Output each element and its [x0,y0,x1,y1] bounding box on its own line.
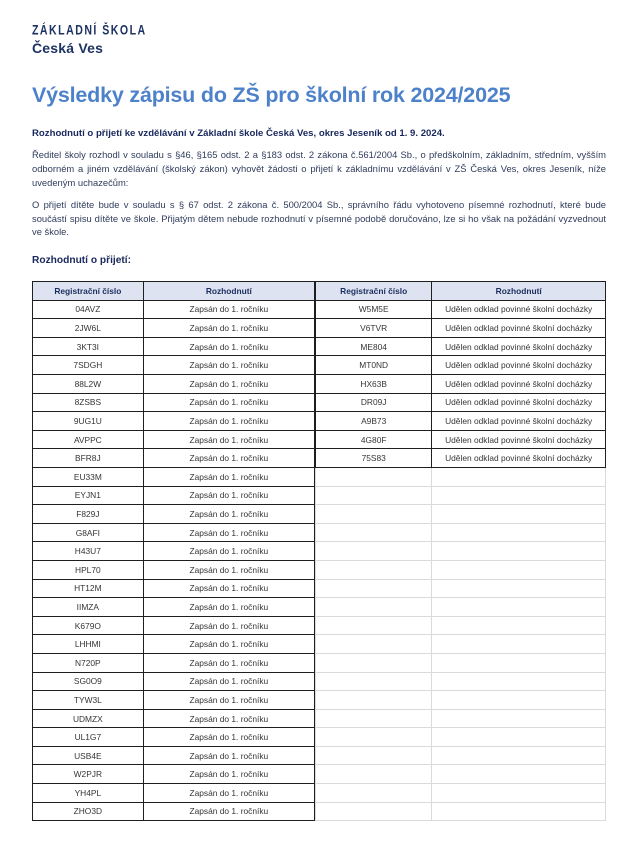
registration-number-cell: K679O [33,616,144,635]
table-row [33,728,315,747]
decision-cell [432,486,606,505]
decision-cell [432,616,606,635]
decision-cell: Zapsán do 1. ročníku [143,598,314,617]
table-row [33,672,315,691]
table-row [316,746,606,765]
table-row [316,672,606,691]
table-row [316,356,606,375]
decision-cell: Zapsán do 1. ročníku [143,412,314,431]
decision-cell: Zapsán do 1. ročníku [143,560,314,579]
registration-number-cell [316,523,432,542]
table-row [33,486,315,505]
intro-paragraph-1: Ředitel školy rozhodl v souladu s §46, §165 odst. 2 a §183 odst. 2 zákona č.561/2004 Sb., o předškolním, základním, středním, vyšším odborném a jiném vzdělávání (školský zákon) vyhovět žádosti o přijetí k základnímu vzdělávání v ZŠ Česká Ves, okres Jeseník, níže uvedeným uchazečům: [32,149,606,188]
column-header-registration-number: Registrační číslo [316,282,432,301]
table-row [316,412,606,431]
table-header-row [316,282,606,301]
table-row [316,300,606,319]
decision-cell: Zapsán do 1. ročníku [143,746,314,765]
decision-cell: Zapsán do 1. ročníku [143,393,314,412]
school-logo-town: Česká Ves [32,39,104,56]
table-row [33,579,315,598]
decision-cell: Zapsán do 1. ročníku [143,691,314,710]
decision-cell: Udělen odklad povinné školní docházky [432,393,606,412]
table-row [316,598,606,617]
table-row [33,393,315,412]
decision-cell [432,728,606,747]
registration-number-cell [316,765,432,784]
table-row [33,375,315,394]
table-row [316,449,606,468]
decision-cell: Zapsán do 1. ročníku [143,635,314,654]
table-row [33,337,315,356]
decision-cell: Zapsán do 1. ročníku [143,319,314,338]
registration-number-cell: SG0O9 [33,672,144,691]
registration-number-cell: ZHO3D [33,802,144,821]
registration-number-cell [316,746,432,765]
registration-number-cell [316,728,432,747]
table-row [316,728,606,747]
registration-number-cell: A9B73 [316,412,432,431]
registration-number-cell [316,505,432,524]
registration-number-cell [316,598,432,617]
decision-cell [432,505,606,524]
decision-cell [432,784,606,803]
registration-number-cell: W2PJR [33,765,144,784]
decision-cell: Udělen odklad povinné školní docházky [432,356,606,375]
registration-number-cell: HX63B [316,375,432,394]
decision-cell [432,635,606,654]
registration-number-cell [316,467,432,486]
decision-cell [432,467,606,486]
decision-cell: Udělen odklad povinné školní docházky [432,337,606,356]
decision-cell: Udělen odklad povinné školní docházky [432,300,606,319]
table-row [316,709,606,728]
table-row [33,635,315,654]
decision-heading: Rozhodnutí o přijetí ke vzdělávání v Základní škole Česká Ves, okres Jeseník od 1. 9. 2024. [32,128,445,140]
table-row [33,598,315,617]
table-row [33,356,315,375]
registration-number-cell [316,691,432,710]
table-row [33,449,315,468]
column-header-decision: Rozhodnutí [432,282,606,301]
registration-number-cell: DR09J [316,393,432,412]
page-title: Výsledky zápisu do ZŠ pro školní rok 2024/2025 [32,83,511,108]
table-row [316,505,606,524]
decision-cell: Zapsán do 1. ročníku [143,467,314,486]
registration-number-cell: EYJN1 [33,486,144,505]
registration-number-cell [316,784,432,803]
registration-number-cell: YH4PL [33,784,144,803]
registration-number-cell: HPL70 [33,560,144,579]
decision-cell [432,746,606,765]
decision-cell: Zapsán do 1. ročníku [143,784,314,803]
registration-number-cell [316,635,432,654]
decision-cell [432,653,606,672]
registration-number-cell [316,653,432,672]
registration-number-cell: N720P [33,653,144,672]
registration-number-cell: MT0ND [316,356,432,375]
registration-number-cell [316,579,432,598]
table-row [316,616,606,635]
registration-number-cell: F829J [33,505,144,524]
table-row [33,467,315,486]
decision-cell: Zapsán do 1. ročníku [143,765,314,784]
decision-cell: Udělen odklad povinné školní docházky [432,449,606,468]
decision-cell: Zapsán do 1. ročníku [143,449,314,468]
decision-cell: Zapsán do 1. ročníku [143,653,314,672]
registration-number-cell: 7SDGH [33,356,144,375]
table-row [316,542,606,561]
registration-number-cell: 9UG1U [33,412,144,431]
table-row [33,319,315,338]
table-row [316,393,606,412]
registration-number-cell: 4G80F [316,430,432,449]
registration-number-cell: LHHMI [33,635,144,654]
table-row [316,467,606,486]
table-row [316,653,606,672]
registration-number-cell [316,616,432,635]
table-row [316,319,606,338]
results-tables [32,281,606,821]
accepted-table-body [33,300,315,821]
table-row [316,375,606,394]
results-section-heading: Rozhodnutí o přijetí: [32,255,132,267]
decision-cell: Zapsán do 1. ročníku [143,672,314,691]
column-header-decision: Rozhodnutí [143,282,314,301]
table-row [33,746,315,765]
table-row [316,765,606,784]
table-row [33,802,315,821]
registration-number-cell: 3KT3I [33,337,144,356]
registration-number-cell: EU33M [33,467,144,486]
table-row [33,765,315,784]
registration-number-cell: USB4E [33,746,144,765]
decision-cell [432,598,606,617]
registration-number-cell: H43U7 [33,542,144,561]
registration-number-cell: 75S83 [316,449,432,468]
table-row [33,542,315,561]
registration-number-cell: V6TVR [316,319,432,338]
deferred-table-body [316,300,606,821]
table-row [316,430,606,449]
decision-cell: Zapsán do 1. ročníku [143,375,314,394]
decision-cell: Zapsán do 1. ročníku [143,430,314,449]
table-row [33,300,315,319]
decision-cell: Zapsán do 1. ročníku [143,542,314,561]
table-row [33,523,315,542]
table-row [316,784,606,803]
decision-cell: Zapsán do 1. ročníku [143,728,314,747]
decision-cell: Zapsán do 1. ročníku [143,356,314,375]
decision-cell: Udělen odklad povinné školní docházky [432,375,606,394]
decision-cell [432,709,606,728]
table-row [33,430,315,449]
decision-cell: Zapsán do 1. ročníku [143,802,314,821]
table-row [316,337,606,356]
registration-number-cell [316,802,432,821]
decision-cell [432,560,606,579]
deferred-table [315,281,606,821]
registration-number-cell [316,709,432,728]
decision-cell [432,802,606,821]
table-row [316,560,606,579]
registration-number-cell: BFR8J [33,449,144,468]
table-row [316,802,606,821]
decision-cell: Zapsán do 1. ročníku [143,337,314,356]
table-row [33,653,315,672]
decision-cell [432,672,606,691]
decision-cell: Zapsán do 1. ročníku [143,505,314,524]
decision-cell: Udělen odklad povinné školní docházky [432,412,606,431]
decision-cell: Udělen odklad povinné školní docházky [432,430,606,449]
table-row [33,412,315,431]
table-row [33,616,315,635]
registration-number-cell [316,672,432,691]
registration-number-cell: AVPPC [33,430,144,449]
table-row [316,486,606,505]
decision-cell: Zapsán do 1. ročníku [143,616,314,635]
registration-number-cell: UL1G7 [33,728,144,747]
registration-number-cell: 88L2W [33,375,144,394]
intro-paragraph-2: O přijetí dítěte bude v souladu s § 67 odst. 2 zákona č. 500/2004 Sb., správního řádu vyhotoveno písemné rozhodnutí, které bude součástí spisu dítěte ve škole. Přijatým dětem nebude rozhodnutí v písemné podobě doručováno, lze si ho však na požádání vyzvednout ve škole. [32,199,606,238]
registration-number-cell [316,542,432,561]
registration-number-cell: ME804 [316,337,432,356]
registration-number-cell: 04AVZ [33,300,144,319]
registration-number-cell: HT12M [33,579,144,598]
decision-cell: Zapsán do 1. ročníku [143,709,314,728]
decision-cell: Zapsán do 1. ročníku [143,579,314,598]
decision-cell: Udělen odklad povinné školní docházky [432,319,606,338]
decision-cell: Zapsán do 1. ročníku [143,523,314,542]
school-logo-name: ZÁKLADNÍ ŠKOLA [32,23,147,39]
table-header-row [33,282,315,301]
decision-cell [432,691,606,710]
registration-number-cell [316,486,432,505]
table-row [316,691,606,710]
registration-number-cell: IIMZA [33,598,144,617]
registration-number-cell: 2JW6L [33,319,144,338]
decision-cell [432,765,606,784]
column-header-registration-number: Registrační číslo [33,282,144,301]
table-row [316,523,606,542]
decision-cell [432,523,606,542]
registration-number-cell: 8ZSBS [33,393,144,412]
table-row [33,691,315,710]
registration-number-cell: UDMZX [33,709,144,728]
table-row [316,635,606,654]
table-row [33,505,315,524]
table-row [33,560,315,579]
decision-cell [432,579,606,598]
decision-cell [432,542,606,561]
school-logo [32,22,606,55]
decision-cell: Zapsán do 1. ročníku [143,300,314,319]
table-row [33,784,315,803]
registration-number-cell: W5M5E [316,300,432,319]
decision-cell: Zapsán do 1. ročníku [143,486,314,505]
table-row [316,579,606,598]
registration-number-cell: G8AFI [33,523,144,542]
registration-number-cell: TYW3L [33,691,144,710]
registration-number-cell [316,560,432,579]
accepted-table [32,281,315,821]
table-row [33,709,315,728]
